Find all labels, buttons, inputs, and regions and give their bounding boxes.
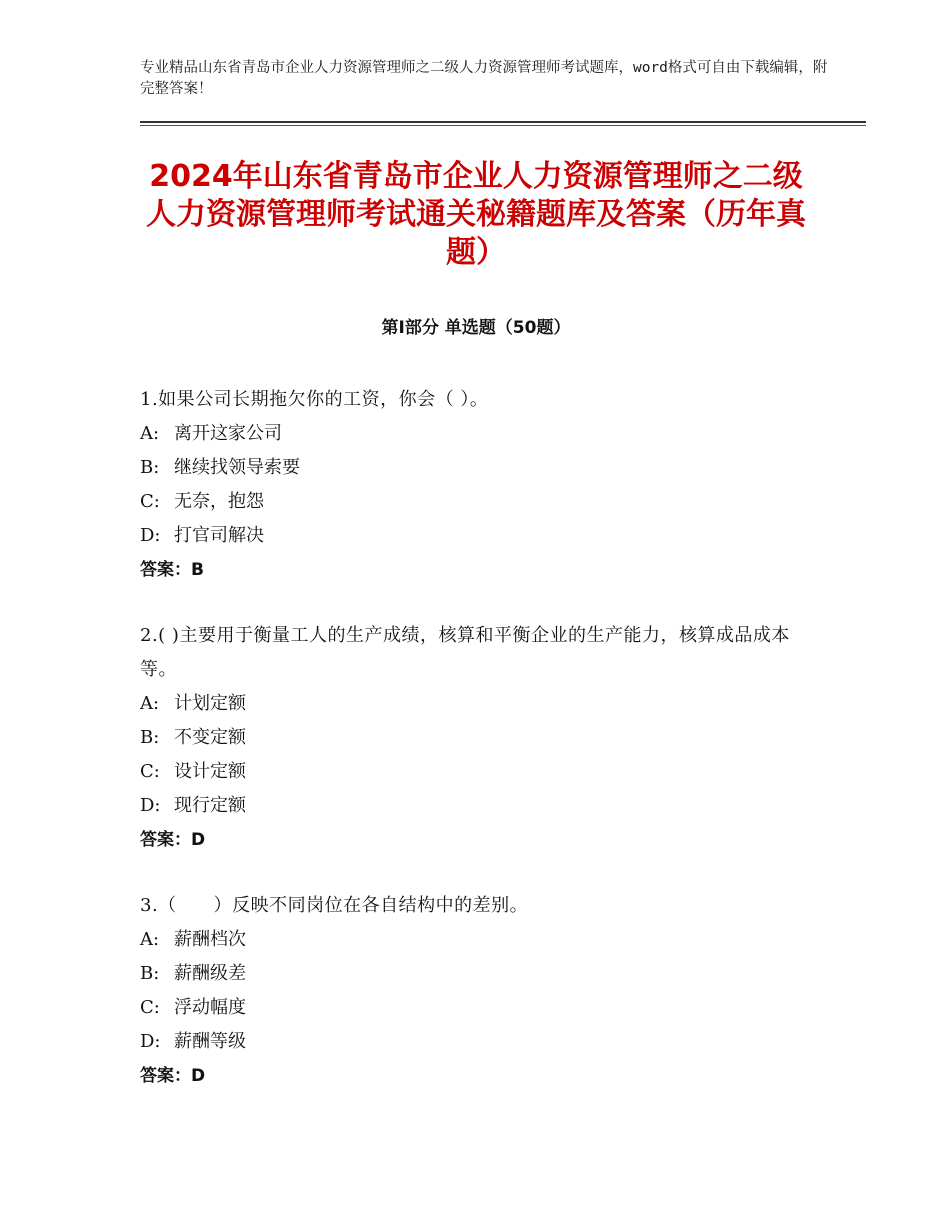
option-text: 不变定额	[174, 727, 246, 748]
option-letter: B:	[140, 963, 160, 984]
question-1	[140, 383, 820, 587]
document-title: 2024年山东省青岛市企业人力资源管理师之二级人力资源管理师考试通关秘籍题库及答案（历年真题）	[146, 159, 806, 270]
option-letter: D:	[140, 1031, 161, 1052]
header-note: 专业精品山东省青岛市企业人力资源管理师之二级人力资源管理师考试题库，word格式可自由下载编辑，附完整答案！	[140, 60, 828, 97]
option-text: 薪酬档次	[174, 929, 246, 950]
option-text: 薪酬级差	[174, 963, 246, 984]
section-title: 第Ⅰ部分 单选题（50题）	[381, 318, 571, 338]
option-letter: C:	[140, 491, 160, 512]
option-text: 设计定额	[174, 761, 246, 782]
question-stem: 1.如果公司长期拖欠你的工资，你会（ ）。	[140, 389, 489, 410]
header-divider-thin	[140, 125, 866, 126]
option-text: 现行定额	[174, 795, 246, 816]
option-text: 浮动幅度	[174, 997, 246, 1018]
option-letter: A:	[140, 423, 160, 444]
option-c	[140, 991, 820, 1025]
option-letter: A:	[140, 929, 160, 950]
option-d	[140, 519, 820, 553]
option-c	[140, 485, 820, 519]
option-text: 薪酬等级	[174, 1031, 246, 1052]
option-letter: B:	[140, 727, 160, 748]
option-letter: C:	[140, 997, 160, 1018]
answer-line: 答案：B	[140, 560, 204, 580]
option-b	[140, 721, 820, 755]
answer-line: 答案：D	[140, 830, 206, 850]
option-d	[140, 1025, 820, 1059]
option-text: 打官司解决	[174, 525, 264, 546]
option-letter: B:	[140, 457, 160, 478]
question-stem: 2.( )主要用于衡量工人的生产成绩，核算和平衡企业的生产能力，核算成品成本等。	[140, 625, 790, 680]
option-letter: C:	[140, 761, 160, 782]
option-a	[140, 923, 820, 957]
option-a	[140, 687, 820, 721]
option-d	[140, 789, 820, 823]
option-text: 离开这家公司	[174, 423, 282, 444]
question-list	[140, 383, 820, 1125]
question-stem: 3.（ ）反映不同岗位在各自结构中的差别。	[140, 895, 529, 916]
option-letter: D:	[140, 795, 161, 816]
question-3	[140, 889, 820, 1093]
question-2	[140, 619, 820, 857]
option-letter: D:	[140, 525, 161, 546]
option-text: 计划定额	[174, 693, 246, 714]
option-c	[140, 755, 820, 789]
option-letter: A:	[140, 693, 160, 714]
header-divider	[140, 121, 866, 123]
answer-line: 答案：D	[140, 1066, 206, 1086]
option-text: 无奈，抱怨	[174, 491, 264, 512]
option-b	[140, 957, 820, 991]
option-text: 继续找领导索要	[174, 457, 300, 478]
option-b	[140, 451, 820, 485]
option-a	[140, 417, 820, 451]
